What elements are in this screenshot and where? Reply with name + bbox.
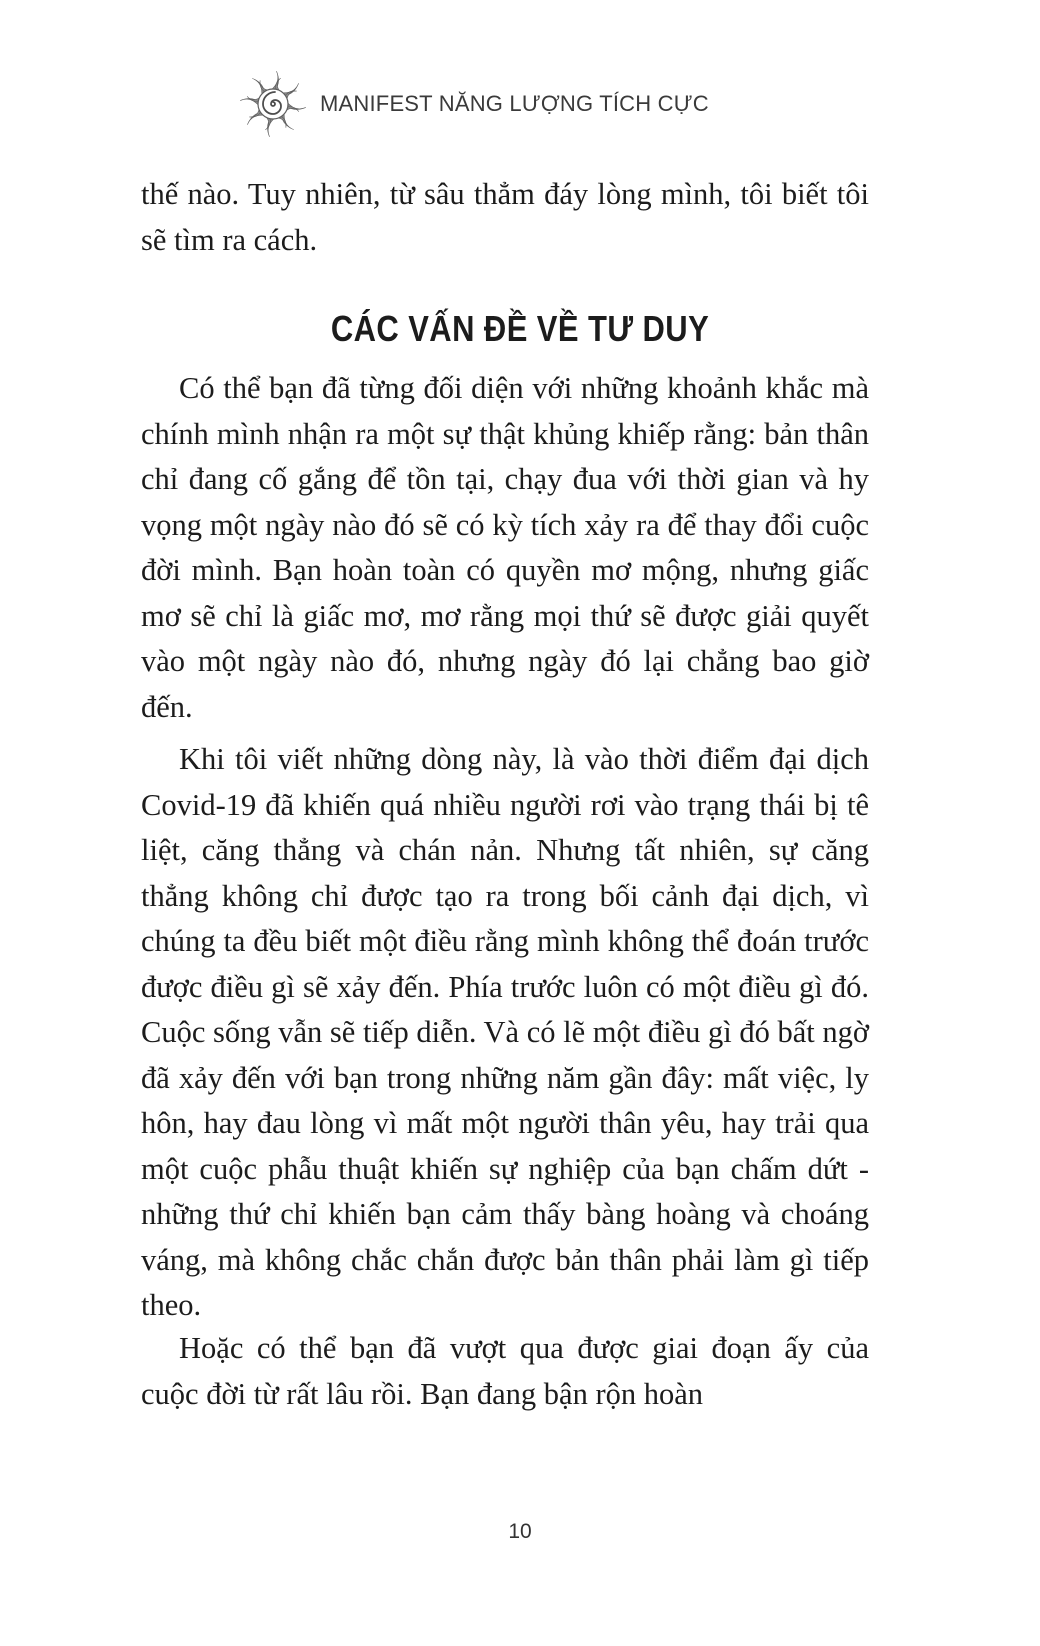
paragraph: Hoặc có thể bạn đã vượt qua được giai đoạn ấy của cuộc đời từ rất lâu rồi. Bạn đang bận rộn hoàn bbox=[141, 1331, 869, 1411]
paragraph: Có thể bạn đã từng đối diện với những khoảnh khắc mà chính mình nhận ra một sự thật khủng khiếp rằng: bản thân chỉ đang cố gắng để tồn tại, chạy đua với thời gian và hy vọng một ngày nào đó sẽ có kỳ tích xảy ra để thay đổi cuộc đời mình. Bạn hoàn toàn có quyền mơ mộng, nhưng giấc mơ sẽ chỉ là giấc mơ, mơ rằng mọi thứ sẽ được giải quyết vào một ngày nào đó, nhưng ngày đó lại chẳng bao giờ đến. bbox=[141, 371, 869, 724]
running-header-title: MANIFEST NĂNG LƯỢNG TÍCH CỰC bbox=[320, 91, 709, 116]
page-number: 10 bbox=[508, 1520, 532, 1543]
paragraph-continued: thế nào. Tuy nhiên, từ sâu thẳm đáy lòng mình, tôi biết tôi sẽ tìm ra cách. bbox=[141, 177, 869, 257]
spiral-sun-icon bbox=[238, 69, 308, 139]
paragraph: Khi tôi viết những dòng này, là vào thời điểm đại dịch Covid-19 đã khiến quá nhiều người rơi vào trạng thái bị tê liệt, căng thẳng và chán nản. Nhưng tất nhiên, sự căng thẳng không chỉ được tạo ra trong bối cảnh đại dịch, vì chúng ta đều biết một điều rằng mình không thể đoán trước được điều gì sẽ xảy đến. Phía trước luôn có một điều gì đó. Cuộc sống vẫn sẽ tiếp diễn. Và có lẽ một điều gì đó bất ngờ đã xảy đến với bạn trong những năm gần đây: mất việc, ly hôn, hay đau lòng vì mất một người thân yêu, hay trải qua một cuộc phẫu thuật khiến sự nghiệp của bạn chấm dứt - những thứ chỉ khiến bạn cảm thấy bàng hoàng và choáng váng, mà không chắc chắn được bản thân phải làm gì tiếp theo. bbox=[141, 742, 869, 1322]
section-heading: CÁC VẤN ĐỀ VỀ TƯ DUY bbox=[330, 308, 710, 349]
running-header bbox=[238, 68, 709, 140]
